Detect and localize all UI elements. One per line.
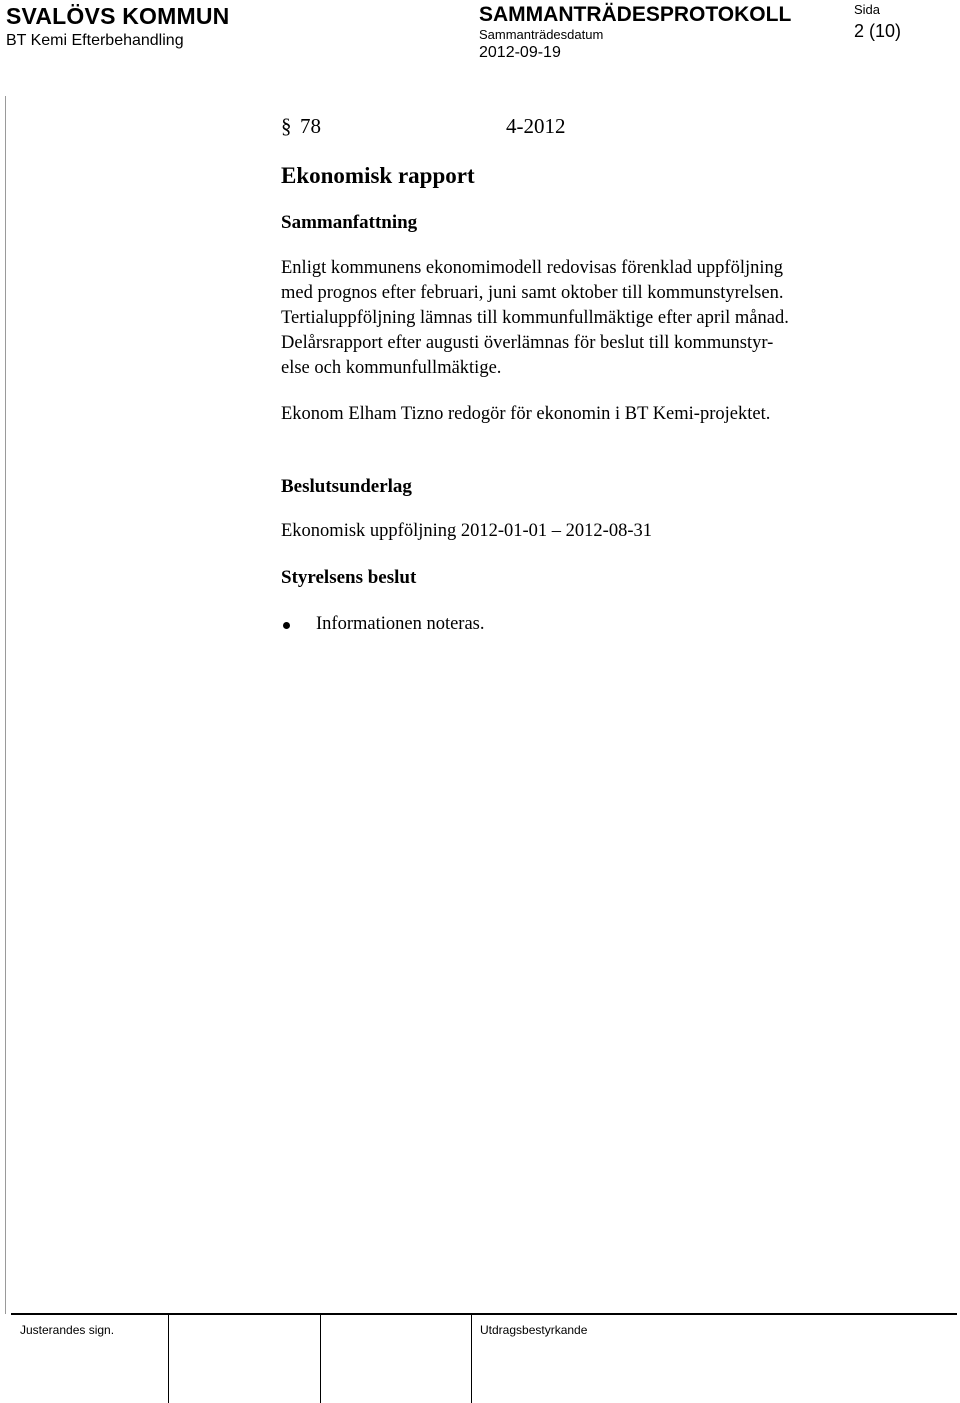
paragraph-number: 78 — [300, 114, 321, 138]
decision-item: Informationen noteras. — [316, 614, 485, 634]
basis-heading: Beslutsunderlag — [281, 476, 412, 497]
meeting-date-label: Sammanträdesdatum — [479, 27, 604, 42]
summary-line: Tertialuppföljning lämnas till kommunfullmäktige efter april månad. — [281, 308, 789, 328]
item-title: Ekonomisk rapport — [281, 163, 475, 188]
page-label: Sida — [854, 2, 881, 17]
organization-name: SVALÖVS KOMMUN — [6, 3, 230, 29]
document-type: SAMMANTRÄDESPROTOKOLL — [479, 3, 792, 26]
footer-separator — [168, 1314, 169, 1403]
case-number: 4-2012 — [506, 114, 566, 138]
summary-heading: Sammanfattning — [281, 212, 418, 233]
organization-unit: BT Kemi Efterbehandling — [6, 32, 184, 49]
meeting-date-value: 2012-09-19 — [479, 44, 561, 61]
left-margin-line — [5, 96, 6, 1314]
summary-line: Enligt kommunens ekonomimodell redovisas förenklad uppföljning — [281, 258, 783, 278]
footer-separator — [471, 1314, 472, 1403]
summary-line: med prognos efter februari, juni samt oktober till kommunstyrelsen. — [281, 283, 784, 303]
paragraph-sign: § — [281, 114, 292, 138]
bullet-icon — [283, 622, 290, 629]
decision-heading: Styrelsens beslut — [281, 567, 417, 588]
sign-label: Justerandes sign. — [20, 1323, 115, 1337]
report-line: Ekonom Elham Tizno redogör för ekonomin i BT Kemi-projektet. — [281, 404, 771, 424]
summary-line: else och kommunfullmäktige. — [281, 358, 502, 378]
basis-text: Ekonomisk uppföljning 2012-01-01 – 2012-08-31 — [281, 521, 653, 541]
footer-divider — [11, 1313, 957, 1315]
summary-line: Delårsrapport efter augusti överlämnas för beslut till kommunstyr- — [281, 333, 774, 353]
footer-separator — [320, 1314, 321, 1403]
extract-label: Utdragsbestyrkande — [480, 1323, 588, 1337]
page-number: 2 (10) — [854, 21, 902, 41]
